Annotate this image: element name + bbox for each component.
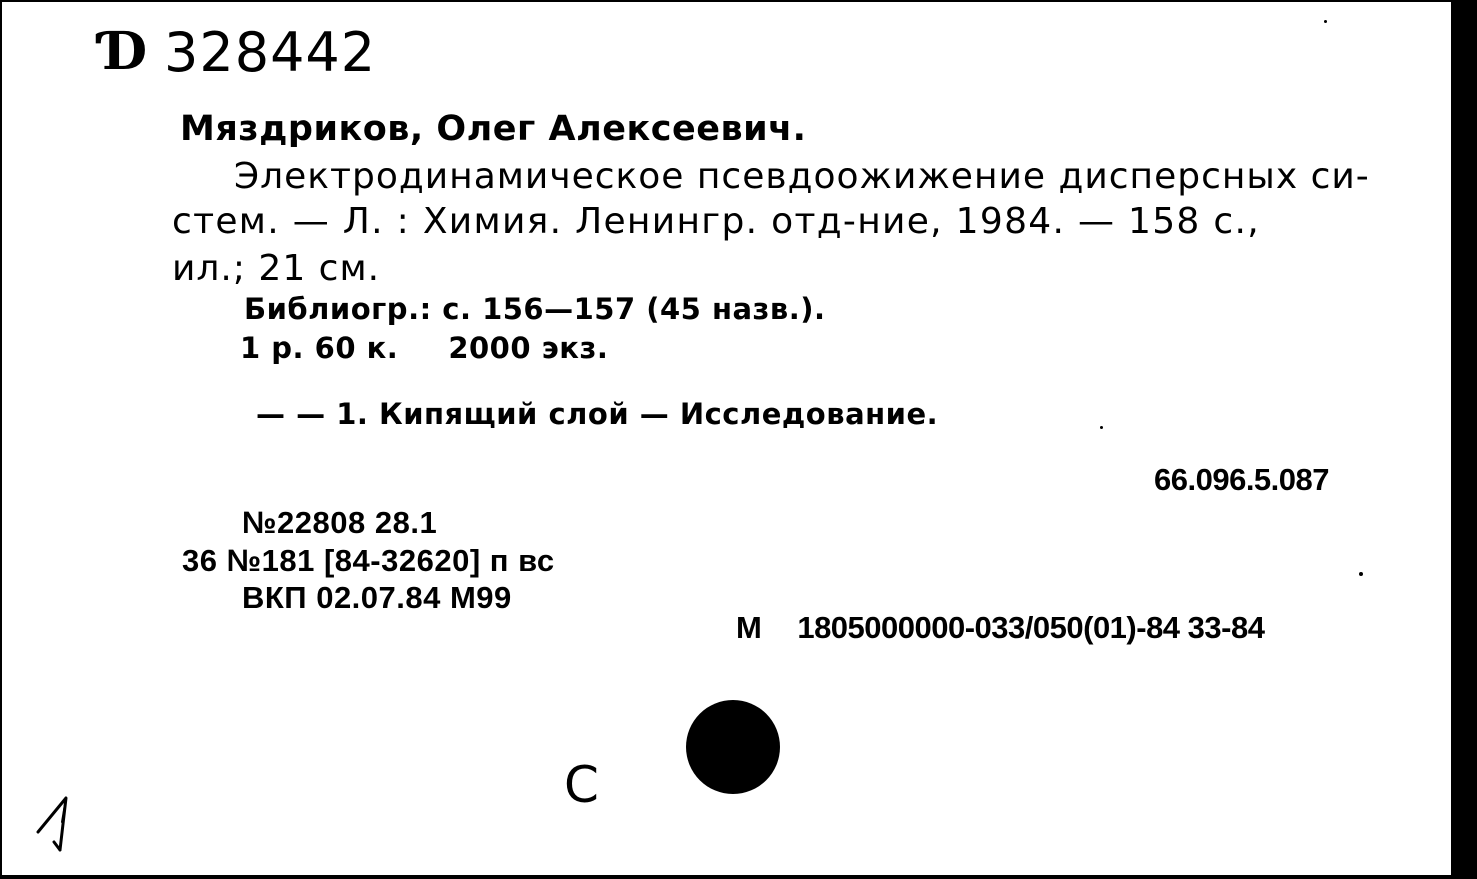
publisher-code-line xyxy=(736,612,1264,643)
bibliography-note: Библиогр.: с. 156—157 (45 назв.). xyxy=(244,292,826,326)
title-line-2: стем. — Л. : Химия. Ленингр. отд-ние, 1984. — 158 с., xyxy=(172,201,1260,242)
publisher-code: 1805000000-033/050(01)-84 33-84 xyxy=(797,610,1265,645)
punch-hole-dot xyxy=(686,700,780,794)
handwritten-number-mark xyxy=(32,792,92,854)
price: 1 р. 60 к. xyxy=(240,331,399,365)
card-letter-mark: С xyxy=(564,756,599,814)
registry-line-2: 36 №181 [84-32620] п вс xyxy=(182,543,555,578)
catalog-card xyxy=(2,2,1451,875)
call-number: 328442 xyxy=(164,21,377,84)
publisher-code-prefix: М xyxy=(736,610,762,645)
call-number-prefix: Ɗ xyxy=(102,21,148,82)
price-line xyxy=(240,331,609,365)
subject-heading: — — 1. Кипящий слой — Исследование. xyxy=(256,397,939,431)
speck xyxy=(1100,426,1103,429)
author-heading: Мяздриков, Олег Алексеевич. xyxy=(180,109,807,149)
speck xyxy=(1359,572,1363,576)
udc-classification: 66.096.5.087 xyxy=(1154,462,1330,497)
registry-line-3: ВКП 02.07.84 М99 xyxy=(242,580,512,615)
scan-border xyxy=(1451,0,1477,879)
speck xyxy=(1324,20,1327,23)
title-line-3: ил.; 21 см. xyxy=(172,248,381,289)
title-line-1: Электродинамическое псевдоожижение дисперсных си- xyxy=(234,156,1370,197)
registry-line-1: №22808 28.1 xyxy=(242,505,438,540)
print-run: 2000 экз. xyxy=(448,331,609,365)
